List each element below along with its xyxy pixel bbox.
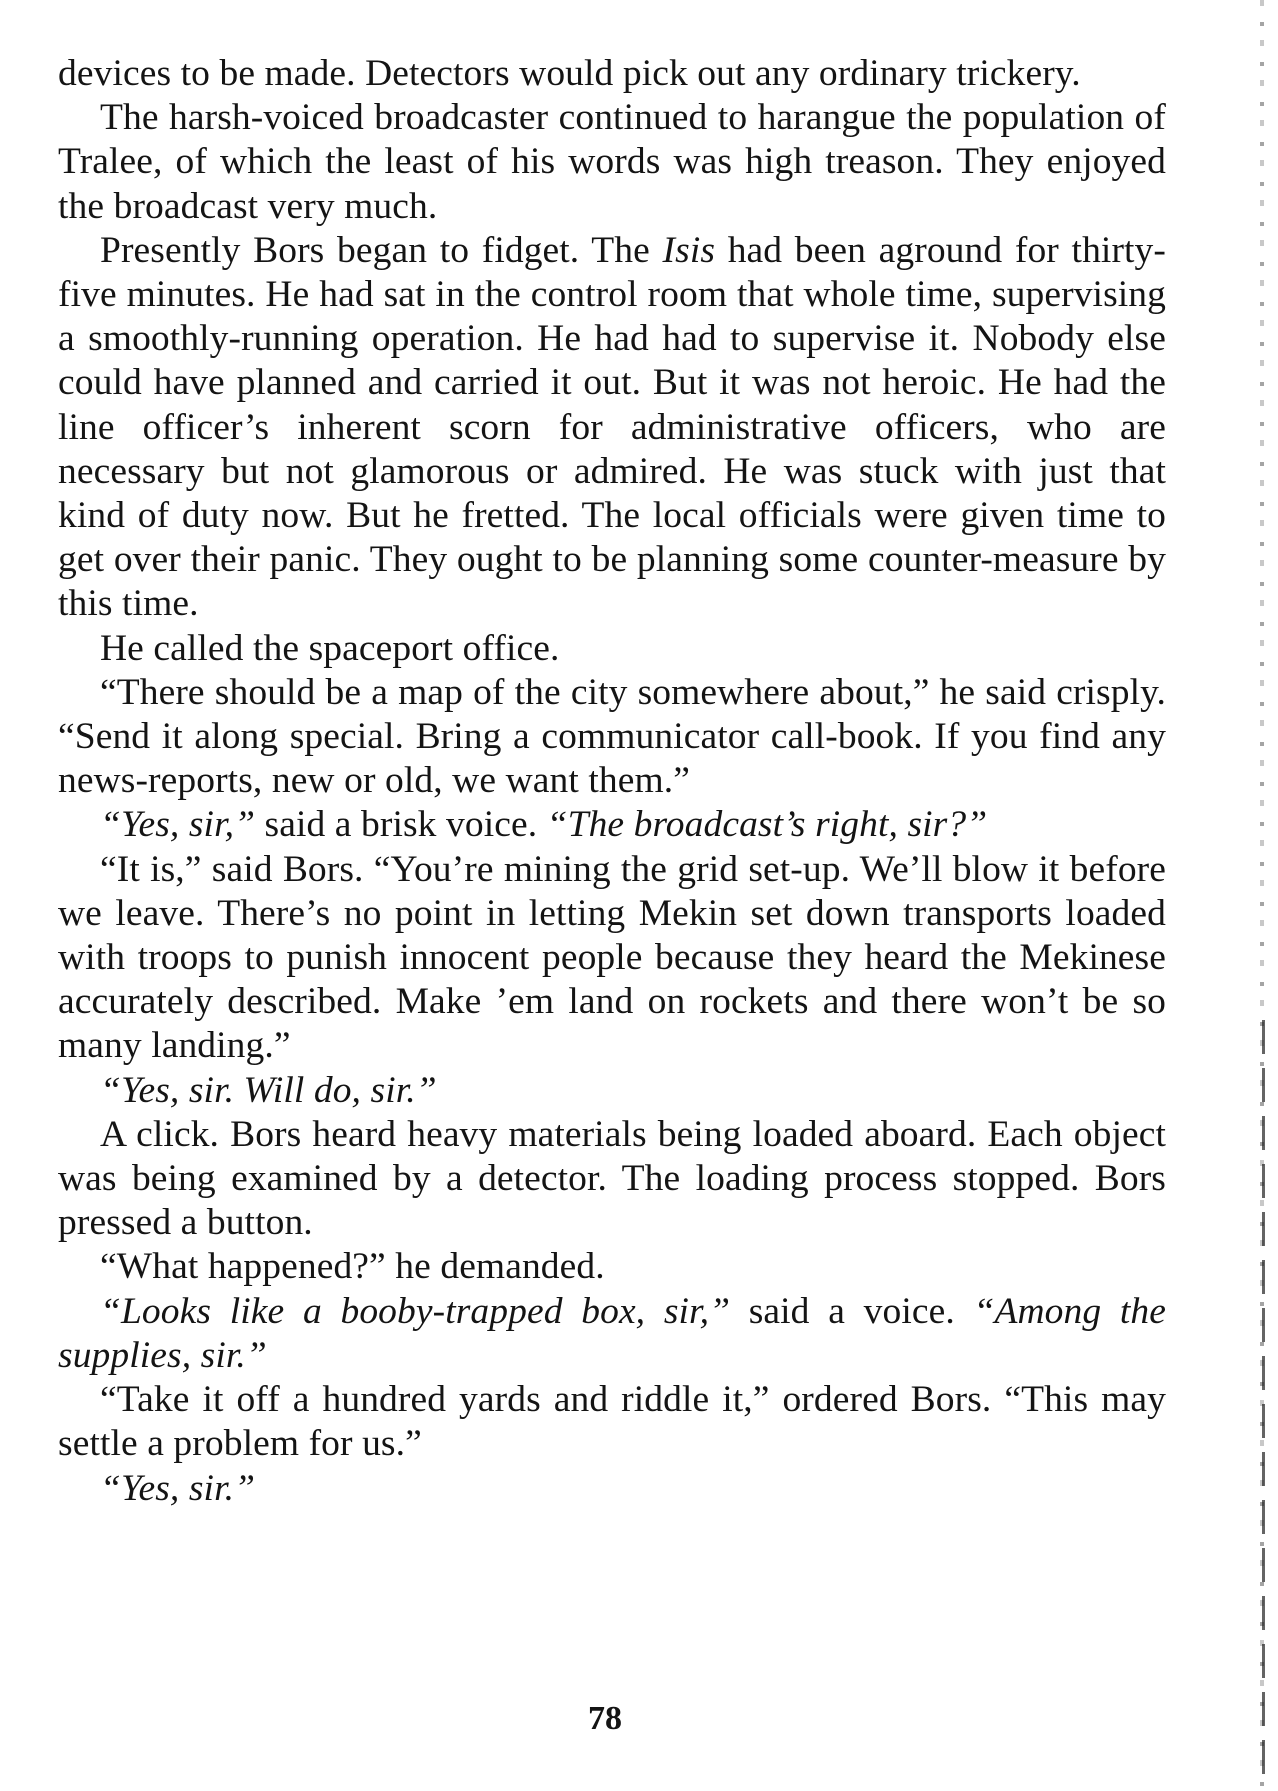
italic-text: “The broadcast’s right, sir?” bbox=[546, 804, 988, 846]
italic-text: “Among the supplies, sir.” bbox=[58, 1290, 1166, 1376]
paragraph bbox=[58, 1467, 1166, 1511]
body-text bbox=[58, 52, 1166, 1511]
italic-text: Isis bbox=[662, 229, 716, 271]
binding-edge-shadow bbox=[1262, 1020, 1265, 1780]
paragraph bbox=[58, 229, 1166, 627]
text-run: Presently Bors began to fidget. The bbox=[100, 229, 663, 271]
page-number: 78 bbox=[588, 1700, 622, 1737]
paragraph bbox=[58, 52, 1166, 96]
text-run: “It is,” said Bors. “You’re mining the grid set-up. We’ll blow it before we leave. There’s no point in letting Mekin set down transports loaded with troops to punish innocent people because they heard the Mekinese accurately described. Make ’em land on rockets and there won’t be so many landing.” bbox=[58, 848, 1166, 1067]
paragraph bbox=[58, 848, 1166, 1069]
paragraph bbox=[58, 1378, 1166, 1466]
text-run: “Take it off a hundred yards and riddle it,” ordered Bors. “This may settle a problem for us.” bbox=[58, 1379, 1166, 1465]
text-run: said a voice. bbox=[730, 1290, 974, 1332]
italic-text: “Yes, sir.” bbox=[100, 1467, 256, 1509]
text-run: said a brisk voice. bbox=[255, 804, 547, 846]
text-run: The harsh-voiced broadcaster continued to harangue the population of Tralee, of which the least of his words was high treason. They enjoyed the broadcast very much. bbox=[58, 97, 1166, 227]
italic-text: “Looks like a booby-trapped box, sir,” bbox=[100, 1290, 731, 1332]
text-run: A click. Bors heard heavy materials being loaded aboard. Each object was being examined by a detector. The loading process stopped. Bors pressed a button. bbox=[58, 1113, 1166, 1244]
paragraph bbox=[58, 1245, 1166, 1289]
text-run: “What happened?” he demanded. bbox=[100, 1246, 605, 1288]
text-run: had been aground for thirty-five minutes. He had sat in the control room that whole time, supervising a smoothly-running operation. He had had to supervise it. Nobody else could have planned and carried it out. But it was not heroic. He had the line officer’s inherent scorn for administrative officers, who are necessary but not glamorous or admired. He was stuck with just that kind of duty now. But he fretted. The local officials were given time to get over their panic. They ought to be planning some counter-measure by this time. bbox=[58, 229, 1166, 625]
text-run: “There should be a map of the city somewhere about,” he said crisply. “Send it along special. Bring a communicator call-book. If you find any news-reports, new or old, we want them.” bbox=[58, 671, 1166, 802]
text-run: devices to be made. Detectors would pick out any ordinary trickery. bbox=[58, 53, 1081, 94]
paragraph bbox=[58, 671, 1166, 804]
italic-text: “Yes, sir,” bbox=[100, 804, 256, 846]
text-run: He called the spaceport office. bbox=[100, 627, 560, 669]
paragraph bbox=[58, 803, 1166, 847]
paragraph bbox=[58, 96, 1166, 229]
paragraph bbox=[58, 1069, 1166, 1113]
paragraph bbox=[58, 627, 1166, 671]
paragraph bbox=[58, 1113, 1166, 1246]
italic-text: “Yes, sir. Will do, sir.” bbox=[100, 1069, 437, 1111]
paragraph bbox=[58, 1290, 1166, 1378]
